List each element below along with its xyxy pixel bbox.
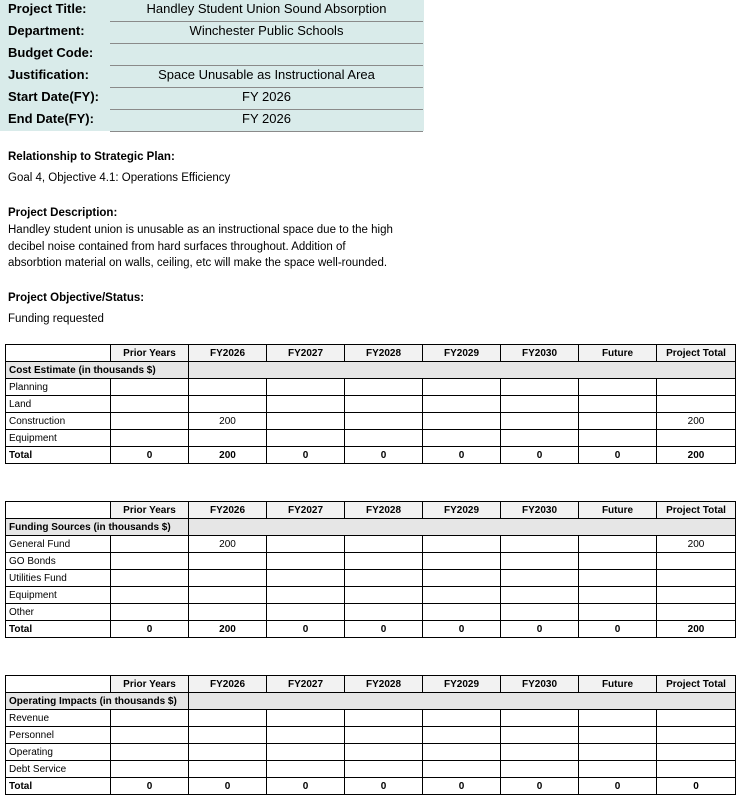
value-cell[interactable]: [657, 430, 736, 447]
value-cell[interactable]: [423, 413, 501, 430]
value-cell[interactable]: [345, 379, 423, 396]
value-cell[interactable]: [345, 553, 423, 570]
column-header: Future: [579, 345, 657, 362]
value-cell[interactable]: [345, 396, 423, 413]
row-label: General Fund: [6, 536, 111, 553]
column-header: FY2028: [345, 502, 423, 519]
value-cell[interactable]: [345, 710, 423, 727]
table-row: [6, 379, 736, 396]
value-cell[interactable]: [111, 744, 189, 761]
value-cell[interactable]: 0: [423, 447, 501, 464]
value-cell[interactable]: [111, 430, 189, 447]
value-cell[interactable]: [657, 727, 736, 744]
table-row: [6, 396, 736, 413]
strategic-plan-label: Relationship to Strategic Plan:: [8, 151, 175, 163]
value-cell[interactable]: [501, 413, 579, 430]
value-cell[interactable]: [501, 761, 579, 778]
value-cell[interactable]: [579, 727, 657, 744]
value-cell[interactable]: [111, 587, 189, 604]
table-row: [6, 553, 736, 570]
value-cell[interactable]: 0: [345, 778, 423, 795]
value-cell[interactable]: [501, 570, 579, 587]
column-header-row: [6, 676, 736, 693]
description-line: absorbtion material on walls, ceiling, etc will make the space well-rounded.: [8, 257, 388, 269]
description-line: decibel noise contained from hard surfaces throughout. Addition of: [8, 240, 346, 253]
value-cell[interactable]: 200: [189, 413, 267, 430]
start-date-label: Start Date(FY):: [8, 89, 100, 104]
value-cell[interactable]: [345, 727, 423, 744]
value-cell[interactable]: [423, 710, 501, 727]
value-cell[interactable]: [111, 761, 189, 778]
value-cell[interactable]: [267, 379, 345, 396]
value-cell[interactable]: 0: [501, 621, 579, 638]
column-header: FY2030: [501, 502, 579, 519]
funding-sources-table: [5, 501, 736, 638]
value-cell[interactable]: [189, 430, 267, 447]
value-cell[interactable]: 0: [501, 778, 579, 795]
strategic-plan-text: Goal 4, Objective 4.1: Operations Efficiency: [8, 172, 231, 184]
column-header: FY2030: [501, 345, 579, 362]
value-cell[interactable]: [501, 744, 579, 761]
value-cell[interactable]: 0: [111, 778, 189, 795]
value-cell[interactable]: [501, 587, 579, 604]
table-row: [6, 710, 736, 727]
column-header: FY2029: [423, 345, 501, 362]
value-cell[interactable]: [423, 553, 501, 570]
row-label: Planning: [6, 379, 111, 396]
value-cell[interactable]: [267, 536, 345, 553]
value-cell[interactable]: 200: [657, 536, 736, 553]
table-row: [6, 536, 736, 553]
row-label: Other: [6, 604, 111, 621]
value-cell[interactable]: 0: [579, 447, 657, 464]
value-cell[interactable]: [423, 379, 501, 396]
value-cell[interactable]: [579, 396, 657, 413]
value-cell[interactable]: 0: [345, 621, 423, 638]
value-cell[interactable]: [579, 553, 657, 570]
row-label: Utilities Fund: [6, 570, 111, 587]
value-cell[interactable]: 0: [345, 447, 423, 464]
value-cell[interactable]: [267, 604, 345, 621]
table-row: [6, 430, 736, 447]
value-cell[interactable]: [189, 761, 267, 778]
value-cell[interactable]: 0: [267, 447, 345, 464]
value-cell[interactable]: [579, 587, 657, 604]
value-cell[interactable]: [579, 570, 657, 587]
table-row: [6, 761, 736, 778]
value-cell[interactable]: [267, 587, 345, 604]
row-label: Total: [6, 778, 111, 795]
value-cell[interactable]: [657, 587, 736, 604]
value-cell[interactable]: [189, 570, 267, 587]
operating-impacts-table: [5, 675, 736, 795]
end-date-value[interactable]: FY 2026: [110, 110, 423, 132]
column-header: FY2027: [267, 345, 345, 362]
value-cell[interactable]: [111, 536, 189, 553]
value-cell[interactable]: [579, 379, 657, 396]
project-title-label: Project Title:: [8, 1, 87, 16]
column-header: FY2029: [423, 676, 501, 693]
value-cell[interactable]: 200: [189, 447, 267, 464]
value-cell[interactable]: 0: [423, 778, 501, 795]
value-cell[interactable]: [423, 761, 501, 778]
table-row: [6, 604, 736, 621]
value-cell[interactable]: [657, 396, 736, 413]
department-row: [0, 22, 424, 44]
column-header: FY2028: [345, 676, 423, 693]
value-cell[interactable]: [267, 396, 345, 413]
funding-sources-section-row: [6, 519, 736, 536]
header-blank-cell: [6, 676, 111, 693]
value-cell[interactable]: [579, 744, 657, 761]
column-header: FY2029: [423, 502, 501, 519]
department-value[interactable]: Winchester Public Schools: [110, 22, 423, 44]
value-cell[interactable]: [423, 727, 501, 744]
header-blank-cell: [6, 345, 111, 362]
value-cell[interactable]: [501, 553, 579, 570]
value-cell[interactable]: [657, 379, 736, 396]
value-cell[interactable]: [267, 727, 345, 744]
value-cell[interactable]: [501, 379, 579, 396]
value-cell[interactable]: [345, 536, 423, 553]
total-row: [6, 621, 736, 638]
value-cell[interactable]: [189, 396, 267, 413]
column-header: FY2027: [267, 676, 345, 693]
table-row: [6, 413, 736, 430]
value-cell[interactable]: [189, 379, 267, 396]
operating-impacts-section-row: [6, 693, 736, 710]
value-cell[interactable]: [501, 604, 579, 621]
value-cell[interactable]: 0: [423, 621, 501, 638]
start-date-row: [0, 88, 424, 110]
value-cell[interactable]: [111, 727, 189, 744]
value-cell[interactable]: [579, 430, 657, 447]
value-cell[interactable]: [423, 587, 501, 604]
project-header: [0, 0, 424, 131]
row-label: Equipment: [6, 587, 111, 604]
value-cell[interactable]: [579, 536, 657, 553]
value-cell[interactable]: [579, 710, 657, 727]
value-cell[interactable]: 0: [657, 778, 736, 795]
value-cell[interactable]: [345, 587, 423, 604]
value-cell[interactable]: [501, 430, 579, 447]
end-date-label: End Date(FY):: [8, 111, 94, 126]
justification-row: [0, 66, 424, 88]
justification-label: Justification:: [8, 67, 89, 82]
value-cell[interactable]: [501, 727, 579, 744]
value-cell[interactable]: 0: [267, 778, 345, 795]
column-header: Prior Years: [111, 502, 189, 519]
project-objective-text: Funding requested: [8, 313, 104, 325]
value-cell[interactable]: [189, 710, 267, 727]
value-cell[interactable]: 0: [501, 447, 579, 464]
project-description-text: [8, 222, 423, 272]
value-cell[interactable]: [345, 761, 423, 778]
column-header: Future: [579, 676, 657, 693]
project-title-row: [0, 0, 424, 22]
value-cell[interactable]: [267, 570, 345, 587]
column-header: FY2030: [501, 676, 579, 693]
table-row: [6, 744, 736, 761]
value-cell[interactable]: [423, 604, 501, 621]
cost-estimate-table: [5, 344, 736, 464]
column-header: FY2028: [345, 345, 423, 362]
value-cell[interactable]: [657, 761, 736, 778]
value-cell[interactable]: 0: [579, 621, 657, 638]
column-header: Prior Years: [111, 345, 189, 362]
row-label: Personnel: [6, 727, 111, 744]
header-blank-cell: [6, 502, 111, 519]
column-header: FY2026: [189, 676, 267, 693]
value-cell[interactable]: [345, 744, 423, 761]
value-cell[interactable]: [501, 536, 579, 553]
section-title: Operating Impacts (in thousands $): [6, 693, 189, 710]
value-cell[interactable]: [345, 413, 423, 430]
value-cell[interactable]: [579, 604, 657, 621]
value-cell[interactable]: [267, 430, 345, 447]
value-cell[interactable]: [111, 604, 189, 621]
justification-value[interactable]: Space Unusable as Instructional Area: [110, 66, 423, 88]
row-label: Revenue: [6, 710, 111, 727]
project-description-label: Project Description:: [8, 207, 118, 219]
value-cell[interactable]: 200: [657, 413, 736, 430]
row-label: Operating: [6, 744, 111, 761]
section-fill: [189, 519, 736, 536]
budget-code-label: Budget Code:: [8, 45, 94, 60]
value-cell[interactable]: [267, 761, 345, 778]
column-header: Prior Years: [111, 676, 189, 693]
value-cell[interactable]: [111, 570, 189, 587]
project-title-value[interactable]: Handley Student Union Sound Absorption: [110, 0, 423, 22]
column-header: Project Total: [657, 676, 736, 693]
value-cell[interactable]: [189, 553, 267, 570]
column-header: Project Total: [657, 502, 736, 519]
value-cell[interactable]: [423, 570, 501, 587]
total-row: [6, 447, 736, 464]
column-header: FY2026: [189, 502, 267, 519]
value-cell[interactable]: [111, 379, 189, 396]
row-label: Debt Service: [6, 761, 111, 778]
row-label: GO Bonds: [6, 553, 111, 570]
value-cell[interactable]: 200: [657, 621, 736, 638]
cost-estimate-section-row: [6, 362, 736, 379]
value-cell[interactable]: [423, 396, 501, 413]
value-cell[interactable]: [111, 413, 189, 430]
value-cell[interactable]: [267, 553, 345, 570]
value-cell[interactable]: [657, 744, 736, 761]
value-cell[interactable]: [423, 744, 501, 761]
value-cell[interactable]: [657, 604, 736, 621]
department-label: Department:: [8, 23, 85, 38]
column-header: FY2026: [189, 345, 267, 362]
end-date-row: [0, 110, 424, 132]
value-cell[interactable]: [501, 710, 579, 727]
value-cell[interactable]: [345, 570, 423, 587]
start-date-value[interactable]: FY 2026: [110, 88, 423, 110]
table-row: [6, 727, 736, 744]
value-cell[interactable]: 0: [111, 447, 189, 464]
value-cell[interactable]: 0: [189, 778, 267, 795]
table-row: [6, 587, 736, 604]
section-title: Cost Estimate (in thousands $): [6, 362, 189, 379]
column-header-row: [6, 345, 736, 362]
total-row: [6, 778, 736, 795]
value-cell[interactable]: [579, 413, 657, 430]
value-cell[interactable]: 200: [189, 536, 267, 553]
table-row: [6, 570, 736, 587]
value-cell[interactable]: [111, 396, 189, 413]
value-cell[interactable]: 200: [657, 447, 736, 464]
value-cell[interactable]: 0: [267, 621, 345, 638]
row-label: Total: [6, 447, 111, 464]
value-cell[interactable]: [657, 710, 736, 727]
budget-code-row: [0, 44, 424, 66]
value-cell[interactable]: [189, 587, 267, 604]
column-header: Future: [579, 502, 657, 519]
value-cell[interactable]: [423, 430, 501, 447]
column-header: FY2027: [267, 502, 345, 519]
value-cell[interactable]: [111, 553, 189, 570]
row-label: Equipment: [6, 430, 111, 447]
value-cell[interactable]: [657, 570, 736, 587]
value-cell[interactable]: [423, 536, 501, 553]
value-cell[interactable]: [189, 727, 267, 744]
value-cell[interactable]: [267, 710, 345, 727]
value-cell[interactable]: 0: [111, 621, 189, 638]
value-cell[interactable]: 200: [189, 621, 267, 638]
value-cell[interactable]: [501, 396, 579, 413]
column-header-row: [6, 502, 736, 519]
row-label: Construction: [6, 413, 111, 430]
description-line: Handley student union is unusable as an instructional space due to the high: [8, 224, 393, 236]
value-cell[interactable]: [657, 553, 736, 570]
value-cell[interactable]: [111, 710, 189, 727]
value-cell[interactable]: [345, 430, 423, 447]
value-cell[interactable]: [579, 761, 657, 778]
section-fill: [189, 362, 736, 379]
column-header: Project Total: [657, 345, 736, 362]
value-cell[interactable]: [189, 744, 267, 761]
row-label: Land: [6, 396, 111, 413]
value-cell[interactable]: [345, 604, 423, 621]
project-objective-label: Project Objective/Status:: [8, 292, 145, 304]
value-cell[interactable]: [189, 604, 267, 621]
value-cell[interactable]: [267, 413, 345, 430]
row-label: Total: [6, 621, 111, 638]
budget-code-value[interactable]: [110, 44, 423, 66]
section-title: Funding Sources (in thousands $): [6, 519, 189, 536]
value-cell[interactable]: [267, 744, 345, 761]
section-fill: [189, 693, 736, 710]
value-cell[interactable]: 0: [579, 778, 657, 795]
